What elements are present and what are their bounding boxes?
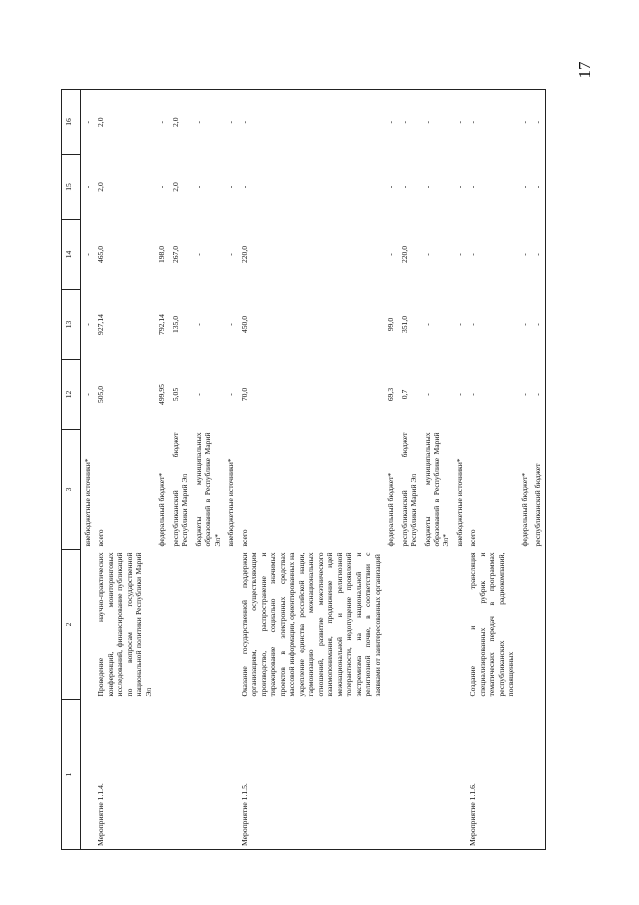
funding-source-cell: бюджеты муниципальных образований в Республике Марий Эл* (422, 432, 450, 547)
value-cell: - (467, 185, 477, 189)
table-body (80, 90, 545, 850)
measure-description-cell (191, 550, 223, 700)
value-cell: - (422, 323, 431, 326)
value-cell: 220,0 (399, 245, 409, 264)
value-cell: - (531, 90, 545, 155)
value-cell: - (225, 323, 235, 326)
value-cell: 450,0 (239, 315, 249, 334)
value-cell: - (467, 253, 477, 256)
table-row (531, 90, 545, 850)
table-row (466, 90, 517, 850)
measure-id-cell: Мероприятие 1.1.6. (466, 700, 517, 850)
measure-id-cell (452, 700, 465, 850)
funding-source-cell: всего (95, 529, 105, 547)
value-cell: 2,0 (168, 90, 191, 155)
value-cell: - (193, 323, 203, 326)
funding-source-cell: внебюджетные источники* (225, 458, 235, 547)
rotated-table-container (61, 90, 579, 850)
value-cell: 351,0 (399, 315, 409, 334)
header-cell: 1 (61, 700, 80, 850)
value-cell: - (80, 90, 94, 155)
page-number: 17 (575, 61, 594, 79)
table-row (384, 90, 397, 850)
value-cell: - (454, 253, 464, 256)
value-cell: - (531, 360, 545, 430)
value-cell: - (82, 185, 92, 189)
value-cell: - (454, 185, 464, 189)
value-cell: - (454, 393, 464, 396)
measure-description-cell (224, 550, 237, 700)
value-cell: 70,0 (239, 387, 249, 402)
measure-id-cell (224, 700, 237, 850)
value-cell: - (519, 323, 529, 326)
measure-description-cell (168, 550, 191, 700)
value-cell: - (385, 185, 395, 189)
value-cell: - (519, 393, 529, 396)
value-cell: - (193, 393, 203, 396)
header-row (61, 90, 80, 850)
value-cell: 99,0 (385, 317, 395, 332)
table-row (517, 90, 530, 850)
value-cell: - (237, 90, 383, 155)
value-cell: - (531, 155, 545, 220)
value-cell: - (82, 253, 92, 256)
funding-source-cell: федеральный бюджет* (385, 472, 395, 547)
funding-source-cell: внебюджетные источники* (454, 458, 464, 547)
value-cell: 2,0 (94, 90, 155, 155)
funding-source-cell: республиканский бюджет (531, 430, 545, 550)
value-cell: - (399, 185, 409, 189)
value-cell: 2,0 (170, 182, 180, 192)
value-cell: - (225, 253, 235, 256)
measure-description-cell: Оказание государственной поддержки организациям, осуществляющим производство, распространение и тиражирование социально значимых проектов в электронных средствах массовой информации, ориентированных на укрепление единства российской нации, гармонизацию межнациональных отношений, развитие межэтнического взаимопонимания, продвижение идей межнациональной и религиозной толерантности, недопущение проявлений экстремизма на национальной и религиозной почве, в соответствии с заявками от заинтересованных организаций (239, 552, 382, 697)
header-cell: 13 (61, 290, 80, 360)
value-cell: - (517, 90, 530, 155)
table-row (420, 90, 452, 850)
measure-description-cell (384, 550, 397, 700)
funding-source-cell: республиканский бюджет Республики Марий Эл (399, 432, 418, 547)
table-row (224, 90, 237, 850)
value-cell: - (519, 185, 529, 189)
measure-id-cell (531, 700, 545, 850)
value-cell: - (82, 323, 92, 326)
measure-description-cell (420, 550, 452, 700)
measure-description-cell (452, 550, 465, 700)
value-cell: - (422, 185, 431, 189)
value-cell: - (452, 90, 465, 155)
header-cell: 12 (61, 360, 80, 430)
value-cell: - (519, 253, 529, 256)
header-cell: 3 (61, 430, 80, 550)
funding-source-cell: федеральный бюджет* (519, 472, 529, 547)
value-cell: 792,14 (156, 314, 166, 335)
value-cell: 69,3 (385, 387, 395, 402)
table-row (452, 90, 465, 850)
measure-description-cell (531, 550, 545, 700)
measure-id-cell (155, 700, 168, 850)
value-cell: - (224, 90, 237, 155)
value-cell: - (422, 393, 431, 396)
value-cell: - (385, 253, 395, 256)
header-cell: 15 (61, 155, 80, 220)
value-cell: - (422, 253, 431, 256)
measure-description-cell (80, 550, 94, 700)
table-row (168, 90, 191, 850)
measure-description-cell: Проведение научно-практических конференций, мониторинговых исследований, финансирование публикаций по вопросам государственной национальной политики Республики Марий Эл (95, 552, 153, 697)
measure-id-cell: Мероприятие 1.1.5. (237, 700, 383, 850)
value-cell: 499,95 (156, 384, 166, 405)
measure-id-cell (80, 700, 94, 850)
value-cell: - (531, 290, 545, 360)
measure-description-cell (155, 550, 168, 700)
value-cell: 5,05 (170, 387, 180, 402)
funding-source-cell: всего (467, 529, 477, 547)
value-cell: 505,0 (95, 385, 105, 404)
measure-id-cell (384, 700, 397, 850)
measure-id-cell (168, 700, 191, 850)
measure-description-cell: Создание и трансляция специализированных рубрик и тематических передач в программах республиканских радиокомпаний, посвященных (467, 552, 515, 697)
table-row (237, 90, 383, 850)
measure-id-cell: Мероприятие 1.1.4. (94, 700, 155, 850)
measure-id-cell (397, 700, 420, 850)
table-row (80, 90, 94, 850)
value-cell: - (466, 90, 517, 155)
value-cell: 465,0 (95, 245, 105, 264)
value-cell: 0,7 (399, 389, 409, 400)
value-cell: - (239, 185, 249, 189)
funding-source-cell: федеральный бюджет* (156, 472, 166, 547)
value-cell: - (193, 185, 203, 189)
value-cell: - (82, 393, 92, 396)
table-row (397, 90, 420, 850)
funding-source-cell: внебюджетные источники* (82, 458, 92, 547)
budget-table (61, 89, 546, 850)
value-cell: - (454, 323, 464, 326)
value-cell: - (225, 185, 235, 189)
table-row (155, 90, 168, 850)
table-row (94, 90, 155, 850)
table-row (191, 90, 223, 850)
value-cell: - (155, 90, 168, 155)
measure-id-cell (517, 700, 530, 850)
value-cell: - (191, 90, 223, 155)
header-cell: 2 (61, 550, 80, 700)
value-cell: - (384, 90, 397, 155)
value-cell: - (397, 90, 420, 155)
header-cell: 16 (61, 90, 80, 155)
value-cell: - (225, 393, 235, 396)
measure-id-cell (191, 700, 223, 850)
value-cell: - (467, 323, 477, 326)
value-cell: 927,14 (95, 314, 105, 335)
measure-id-cell (420, 700, 452, 850)
funding-source-cell: бюджеты муниципальных образований в Республике Марий Эл* (193, 432, 222, 547)
value-cell: 135,0 (170, 315, 180, 334)
value-cell: 198,0 (156, 245, 166, 264)
header-cell: 14 (61, 220, 80, 290)
value-cell: 267,0 (170, 245, 180, 264)
measure-description-cell (397, 550, 420, 700)
value-cell: - (467, 393, 477, 396)
measure-description-cell (517, 550, 530, 700)
value-cell: - (193, 253, 203, 256)
value-cell: - (531, 220, 545, 290)
value-cell: 220,0 (239, 245, 249, 264)
value-cell: - (156, 185, 166, 189)
funding-source-cell: всего (239, 529, 249, 547)
funding-source-cell: республиканский бюджет Республики Марий Эл (170, 432, 189, 547)
value-cell: - (420, 90, 452, 155)
value-cell: 2,0 (95, 182, 105, 192)
